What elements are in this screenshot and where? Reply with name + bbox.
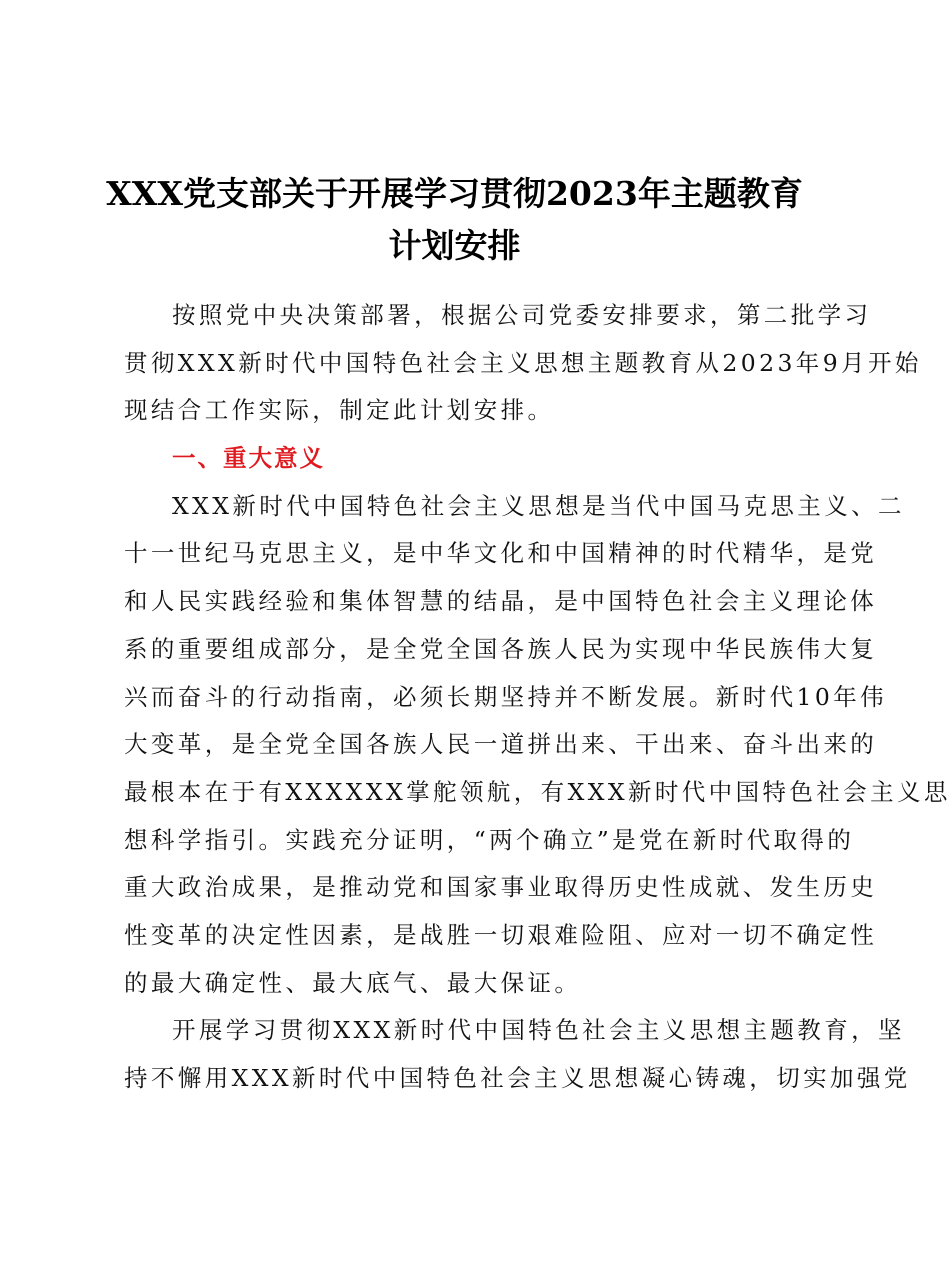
body-line: 十一世纪马克思主义，是中华文化和中国精神的时代精华，是党 (124, 539, 878, 568)
body-line: 贯彻XXX新时代中国特色社会主义思想主题教育从2023年9月开始 (124, 348, 922, 377)
body-line: 性变革的决定性因素，是战胜一切艰难险阻、应对一切不确定性 (124, 920, 878, 949)
body-line: 想科学指引。实践充分证明，“两个确立”是党在新时代取得的 (124, 825, 855, 854)
section-heading: 一、重大意义 (172, 444, 325, 473)
body-line: 开展学习贯彻XXX新时代中国特色社会主义思想主题教育，坚 (172, 1016, 905, 1045)
document-title-line-1: XXX党支部关于开展学习贯彻2023年主题教育 (106, 174, 803, 213)
document-body (124, 292, 951, 1103)
body-line: 和人民实践经验和集体智慧的结晶，是中国特色社会主义理论体 (124, 587, 878, 616)
body-line: 现结合工作实际，制定此计划安排。 (124, 396, 555, 425)
body-line: 持不懈用XXX新时代中国特色社会主义思想凝心铸魂，切实加强党 (124, 1064, 911, 1092)
body-line: 重大政治成果，是推动党和国家事业取得历史性成就、发生历史 (124, 873, 878, 902)
body-line: XXX新时代中国特色社会主义思想是当代中国马克思主义、二 (172, 491, 905, 520)
body-line: 按照党中央决策部署，根据公司党委安排要求，第二批学习 (172, 301, 872, 329)
body-line: 兴而奋斗的行动指南，必须长期坚持并不断发展。新时代10年伟 (124, 682, 888, 711)
body-line: 最根本在于有XXXXXX掌舵领航，有XXX新时代中国特色社会主义思 (124, 777, 951, 806)
document-title-line-2: 计划安排 (388, 226, 521, 265)
body-line: 大变革，是全党全国各族人民一道拼出来、干出来、奋斗出来的 (124, 730, 878, 759)
body-line: 系的重要组成部分，是全党全国各族人民为实现中华民族伟大复 (124, 634, 878, 663)
body-line: 的最大确定性、最大底气、最大保证。 (124, 968, 582, 997)
